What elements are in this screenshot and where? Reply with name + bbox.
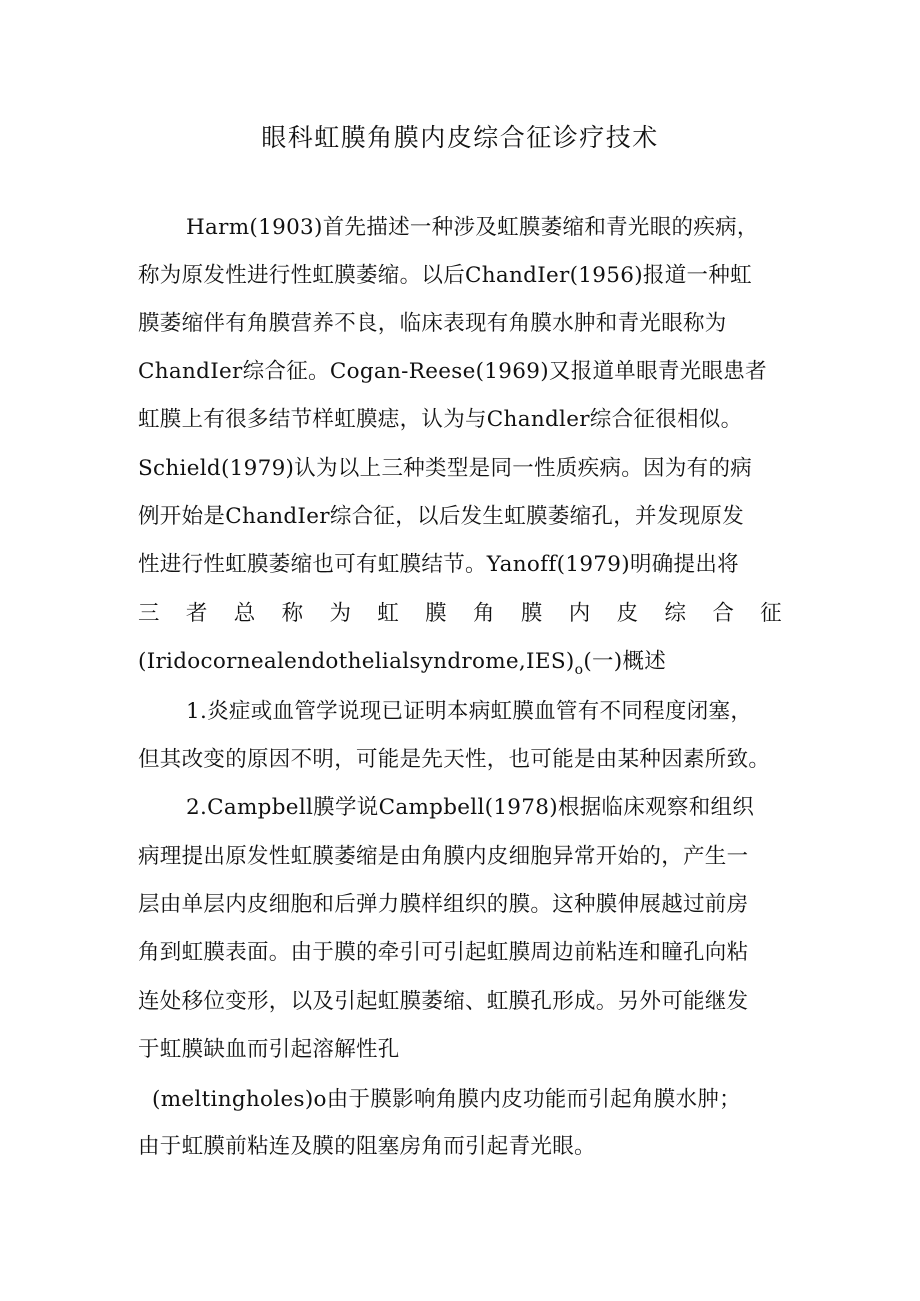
point2-line-3: 层由单层内皮细胞和后弹力膜样组织的膜。这种膜伸展越过前房 — [138, 892, 749, 917]
intro-line-8: 性进行性虹膜萎缩也可有虹膜结节。Yanoff(1979)明确提出将 — [138, 552, 739, 577]
spaced-line — [138, 594, 782, 634]
spaced-char: 角 — [473, 601, 495, 626]
intro-line-2: 称为原发性进行性虹膜萎缩。以后ChandIer(1956)报道一种虹 — [138, 263, 752, 288]
ies-main-text: (Iridocornealendothelialsyndrome,IES) — [138, 649, 575, 674]
spaced-char: 虹 — [377, 601, 400, 626]
intro-line-7: 例开始是ChandIer综合征，以后发生虹膜萎缩孔，并发现原发 — [138, 504, 745, 529]
spaced-char: 膜 — [425, 601, 447, 626]
spaced-char: 称 — [281, 601, 304, 626]
point2-line-6: 于虹膜缺血而引起溶解性孔 — [138, 1037, 400, 1062]
ies-line — [138, 642, 666, 682]
spaced-char: 总 — [233, 601, 256, 626]
point1-line-2: 但其改变的原因不明，可能是先天性，也可能是由某种因素所致。 — [138, 747, 771, 772]
intro-line-4: ChandIer综合征。Cogan-Reese(1969)又报道单眼青光眼患者 — [138, 359, 767, 384]
spaced-char: 合 — [712, 601, 735, 626]
point2-line-7: (meltingholes)o由于膜影响角膜内皮功能而引起角膜水肿； — [152, 1087, 741, 1112]
ies-subscript: o — [574, 662, 584, 678]
spaced-char: 三 — [138, 601, 160, 626]
spaced-char: 皮 — [616, 601, 639, 626]
intro-line-6: Schield(1979)认为以上三种类型是同一性质疾病。因为有的病 — [138, 456, 753, 481]
spaced-char: 征 — [760, 601, 782, 626]
point1-line-1: 1.炎症或血管学说现已证明本病虹膜血管有不同程度闭塞， — [186, 699, 753, 724]
intro-line-5: 虹膜上有很多结节样虹膜痣，认为与Chandler综合征很相似。 — [138, 407, 743, 432]
point2-line-5: 连处移位变形，以及引起虹膜萎缩、虹膜孔形成。另外可能继发 — [138, 989, 749, 1014]
overview-heading: (一)概述 — [583, 649, 667, 674]
point2-line-8: 由于虹膜前粘连及膜的阻塞房角而引起青光眼。 — [138, 1134, 596, 1159]
spaced-char: 综 — [664, 601, 687, 626]
intro-line-3: 膜萎缩伴有角膜营养不良，临床表现有角膜水肿和青光眼称为 — [138, 311, 727, 336]
spaced-char: 为 — [329, 601, 352, 626]
spaced-char: 内 — [568, 601, 591, 626]
point2-line-2: 病理提出原发性虹膜萎缩是由角膜内皮细胞异常开始的，产生一 — [138, 844, 749, 869]
document-title: 眼科虹膜角膜内皮综合征诊疗技术 — [261, 123, 659, 152]
point2-line-1: 2.Campbell膜学说Campbell(1978)根据临床观察和组织 — [186, 795, 755, 820]
spaced-char: 膜 — [520, 601, 543, 626]
spaced-char: 者 — [185, 601, 208, 626]
point2-line-4: 角到虹膜表面。由于膜的牵引可引起虹膜周边前粘连和瞳孔向粘 — [138, 940, 749, 965]
intro-line-1: Harm(1903)首先描述一种涉及虹膜萎缩和青光眼的疾病， — [186, 215, 759, 240]
